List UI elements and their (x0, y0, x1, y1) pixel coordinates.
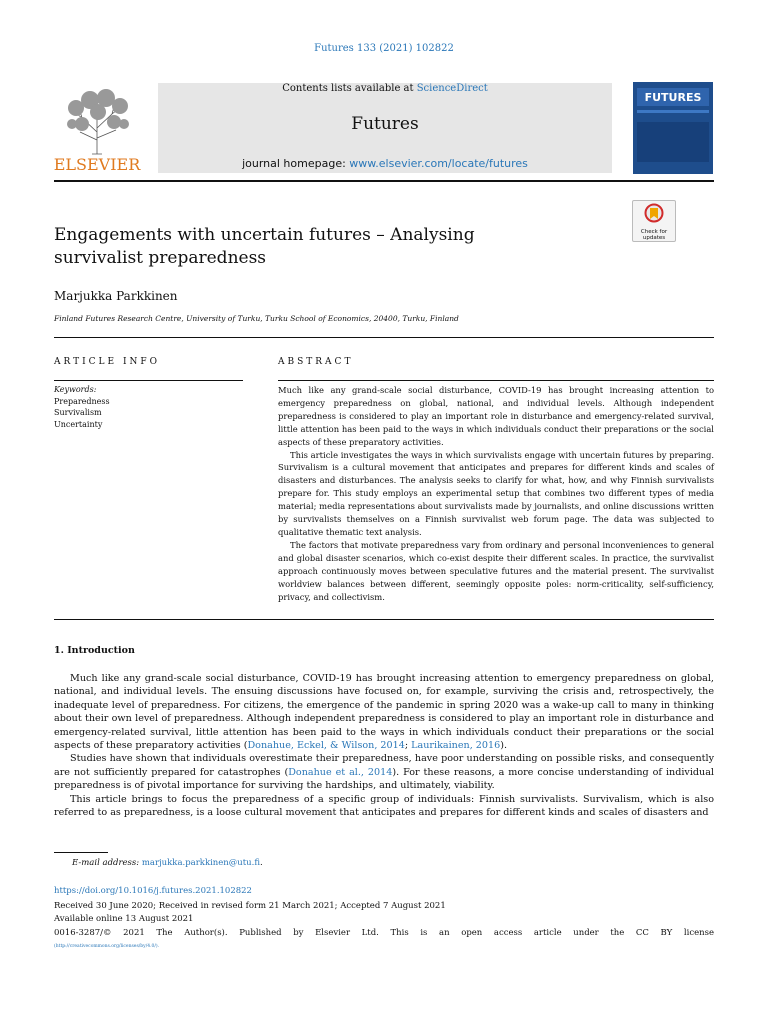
introduction-body (54, 672, 714, 819)
journal-cover-image (633, 82, 713, 174)
email-end: . (260, 858, 263, 868)
keyword-item: Uncertainty (54, 419, 103, 429)
journal-reference[interactable]: Futures 133 (2021) 102822 (314, 43, 454, 54)
elsevier-logo (52, 80, 142, 174)
received-dates: Received 30 June 2020; Received in revised form 21 March 2021; Accepted 7 August 2021 (54, 901, 446, 911)
article-info-rule (54, 380, 243, 381)
abstract-heading: ABSTRACT (278, 357, 354, 367)
keyword-item: Preparedness (54, 396, 110, 406)
check-updates-label-1: Check for (640, 229, 668, 235)
license-link[interactable]: (http://creativecommons.org/licenses/by/4.0/). (54, 944, 160, 949)
keyword-item: Survivalism (54, 408, 102, 417)
journal-name: Futures (351, 114, 419, 134)
citation-link[interactable]: Laurikainen, 2016 (411, 740, 501, 752)
email-link[interactable]: marjukka.parkkinen@utu.fi (141, 858, 261, 868)
sciencedirect-link[interactable]: ScienceDirect (416, 83, 488, 94)
email-footnote (72, 858, 263, 868)
abstract-paragraph: The factors that motivate preparedness vary from ordinary and personal inconveniences to general and global disaster scenarios, which co-exist despite their different scales. In practice, the survivalist approach continuously moves between speculative futures and the material present. The survivalist worldview balances between different, seemingly opposite poles: norm-criticality, self-sufficiency, privacy, and collectivism. (278, 539, 714, 602)
email-label: E-mail address: (72, 858, 140, 868)
svg-text:ELSEVIER: ELSEVIER (53, 155, 141, 174)
author-affiliation: Finland Futures Research Centre, University of Turku, Turku School of Economics, 20400, Turku, Finland (54, 314, 459, 323)
abstract-bottom-rule (54, 619, 714, 620)
abstract-rule (278, 380, 714, 381)
paragraph-text: ). (500, 740, 508, 752)
paragraph-text: Much like any grand-scale social disturbance, COVID-19 has brought increasing attention to emergency preparedness on global, national, and individual levels. The ensuing discussions have focused on, for example, surviving the crisis and, retrospectively, the inadequate level of preparedness. For citizens, the emergence of the pandemic in spring 2020 was a wake-up call to many in thinking about their own level of preparedness. Although independent preparedness is considered to play an important role in disturbance and emergency-related survival, little attention has been paid to the ways in which individuals conduct their preparations or the social aspects of these preparatory activities ( (54, 673, 714, 752)
author-name[interactable]: Marjukka Parkkinen (54, 289, 178, 303)
paragraph-text: Studies have shown that individuals overestimate their preparedness, have poor understanding on possible risks, and consequently are not sufficiently prepared for catastrophes ( (54, 753, 714, 778)
masthead-divider (54, 180, 714, 182)
footnote-rule (54, 852, 108, 853)
keywords-block (54, 384, 110, 430)
article-info-heading: ARTICLE INFO (54, 357, 161, 367)
check-for-updates-badge[interactable] (632, 200, 676, 242)
paragraph-text: ). For these reasons, a more concise understanding of individual preparedness is of pivotal importance for surviving the hardships, and ultimately, viability. (54, 766, 714, 792)
contents-line (158, 83, 612, 94)
abstract-paragraph: Much like any grand-scale social disturbance, COVID-19 has brought increasing attention to emergency preparedness on global, national, and individual levels. Although independent preparedness is considered to play an important role in disturbance and emergency-related survival, little attention has been paid to the ways in which individuals conduct their preparations or the social aspects of these preparatory activities. (278, 385, 714, 447)
citation-link[interactable]: Donahue et al., 2014 (288, 766, 393, 778)
citation-link[interactable]: Donahue, Eckel, & Wilson, 2014 (247, 740, 405, 752)
body-paragraph (54, 752, 714, 792)
citation-separator: ; (404, 740, 412, 752)
section-heading-introduction: 1. Introduction (54, 645, 135, 656)
abstract-body (278, 384, 714, 603)
check-updates-icon (644, 203, 664, 225)
homepage-line (158, 157, 612, 170)
doi-link[interactable]: https://doi.org/10.1016/j.futures.2021.102822 (54, 886, 252, 896)
homepage-prefix: journal homepage: (242, 157, 350, 170)
abstract-paragraph: This article investigates the ways in which survivalists engage with uncertain futures by preparing. Survivalism is a cultural movement that anticipates and prepares for different kinds and scales of disasters and disturbances. The analysis seeks to clarify for what, how, and why Finnish survivalists prepare for. This study employs an experimental setup that combines two different types of media material; media representations about survivalists made by journalists, and online discussions written by survivalists themselves on a Finnish survivalist web forum page. The data was subjected to qualitative thematic text analysis. (278, 449, 714, 537)
body-paragraph: This article brings to focus the preparedness of a specific group of individuals: Finnish survivalists. Survivalism, which is also referred to as preparedness, is a loose cultural movement that anticipates and prepares for different kinds and scales of disasters and (54, 793, 714, 819)
info-top-rule (54, 337, 714, 338)
contents-prefix: Contents lists available at (282, 83, 417, 94)
body-paragraph (54, 672, 714, 752)
article-title: Engagements with uncertain futures – Analysing survivalist preparedness (54, 225, 475, 268)
svg-text:FUTURES: FUTURES (644, 91, 702, 104)
available-online-date: Available online 13 August 2021 (54, 914, 194, 924)
keywords-heading: Keywords: (54, 385, 97, 394)
journal-homepage-link[interactable]: www.elsevier.com/locate/futures (349, 157, 528, 170)
copyright-notice: 0016-3287/© 2021 The Author(s). Published by Elsevier Ltd. This is an open access article under the CC BY license (54, 928, 714, 938)
check-updates-label-2: updates (642, 235, 666, 241)
